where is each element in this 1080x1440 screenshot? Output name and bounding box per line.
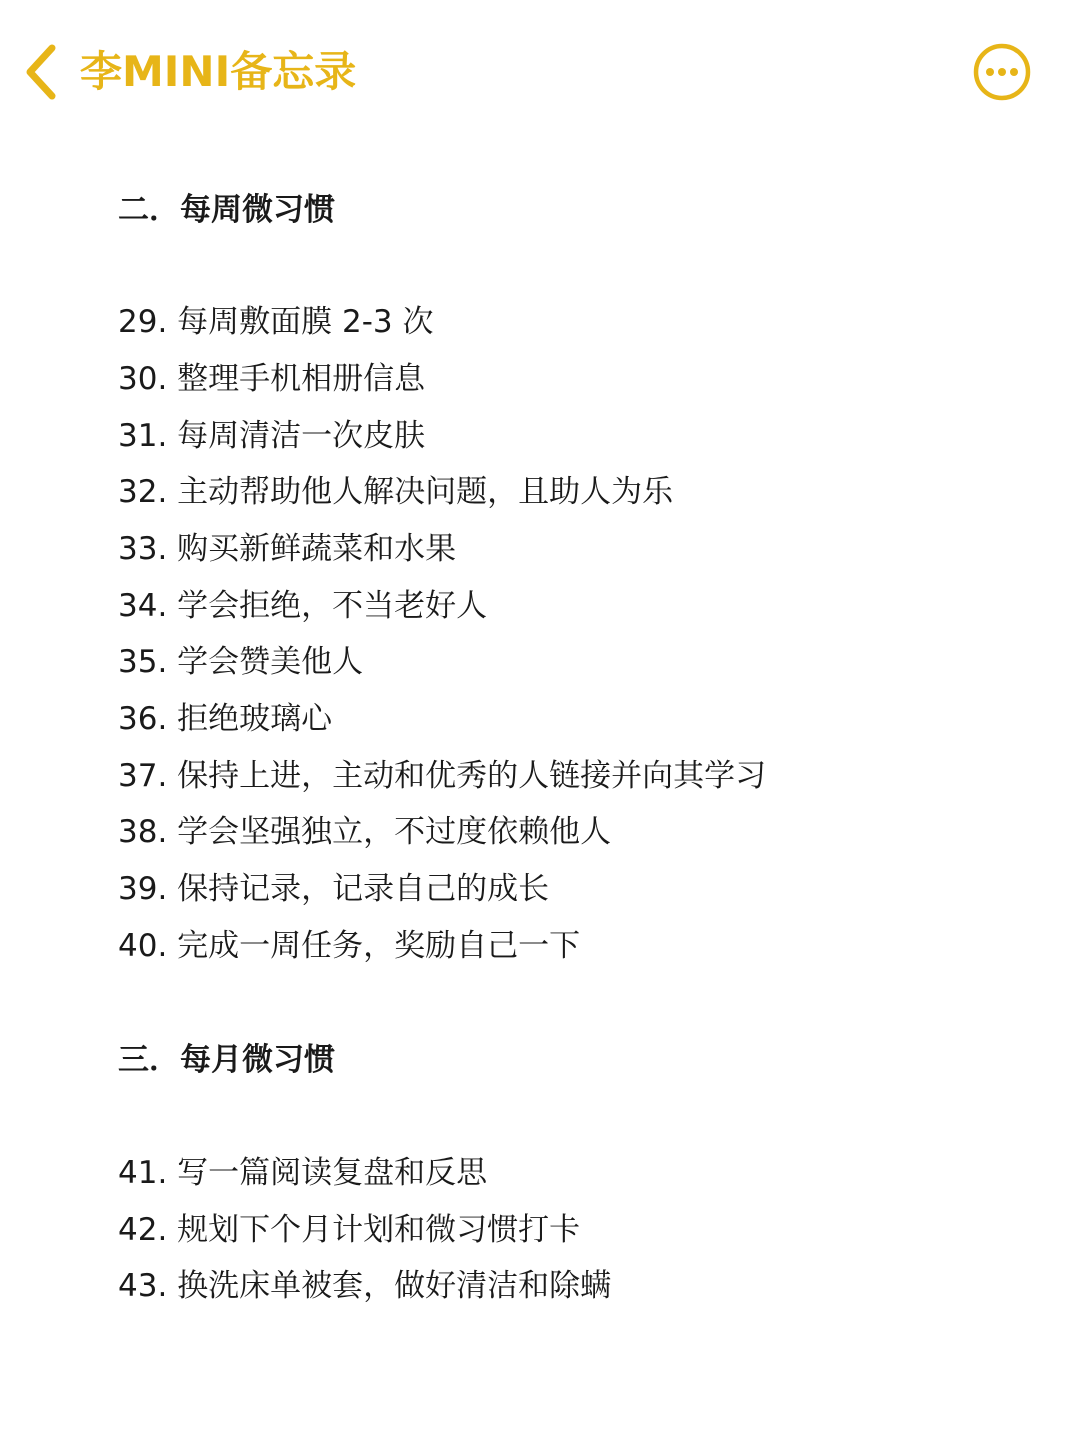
navigation-bar [0, 0, 1080, 140]
item-text: 每周敷面膜 2-3 次 [177, 304, 434, 340]
more-horizontal-circle-icon [972, 42, 1032, 102]
list-item [118, 408, 425, 464]
chevron-left-icon [18, 40, 68, 104]
item-text: 保持记录，记录自己的成长 [177, 871, 550, 907]
item-text: 换洗床单被套，做好清洁和除螨 [177, 1268, 612, 1304]
item-number: 30. [118, 361, 168, 397]
item-number: 42. [118, 1212, 168, 1248]
list-item [118, 294, 434, 350]
list-item [118, 918, 580, 974]
item-number: 40. [118, 928, 168, 964]
list-item [118, 578, 487, 634]
item-number: 31. [118, 418, 168, 454]
back-button[interactable] [18, 40, 68, 104]
item-number: 37. [118, 758, 168, 794]
item-text: 购买新鲜蔬菜和水果 [177, 531, 457, 567]
item-number: 41. [118, 1155, 168, 1191]
item-number: 33. [118, 531, 168, 567]
list-item [118, 351, 425, 407]
section-heading-weekly: 二．每周微习惯 [118, 192, 335, 228]
item-number: 35. [118, 644, 168, 680]
list-item [118, 521, 456, 577]
more-options-button[interactable] [972, 42, 1032, 102]
page-title: 李MINI备忘录 [80, 47, 357, 96]
item-text: 写一篇阅读复盘和反思 [177, 1155, 488, 1191]
list-item [118, 634, 363, 690]
list-item [118, 1202, 580, 1258]
item-number: 36. [118, 701, 168, 737]
item-text: 主动帮助他人解决问题，且助人为乐 [177, 474, 674, 510]
item-text: 拒绝玻璃心 [177, 701, 333, 737]
item-number: 43. [118, 1268, 168, 1304]
list-item [118, 748, 766, 804]
item-number: 34. [118, 588, 168, 624]
list-item [118, 1258, 611, 1314]
list-item [118, 804, 611, 860]
item-text: 每周清洁一次皮肤 [177, 418, 426, 454]
item-number: 39. [118, 871, 168, 907]
item-text: 学会拒绝，不当老好人 [177, 588, 488, 624]
item-text: 完成一周任务，奖励自己一下 [177, 928, 581, 964]
list-item [118, 464, 673, 520]
item-text: 规划下个月计划和微习惯打卡 [177, 1212, 581, 1248]
item-number: 29. [118, 304, 168, 340]
item-number: 38. [118, 814, 168, 850]
list-item [118, 1145, 487, 1201]
section-heading-monthly: 三．每月微习惯 [118, 1042, 335, 1078]
list-item [118, 691, 332, 747]
item-text: 整理手机相册信息 [177, 361, 426, 397]
item-text: 保持上进，主动和优秀的人链接并向其学习 [177, 758, 767, 794]
item-text: 学会赞美他人 [177, 644, 364, 680]
item-text: 学会坚强独立，不过度依赖他人 [177, 814, 612, 850]
list-item [118, 861, 549, 917]
item-number: 32. [118, 474, 168, 510]
